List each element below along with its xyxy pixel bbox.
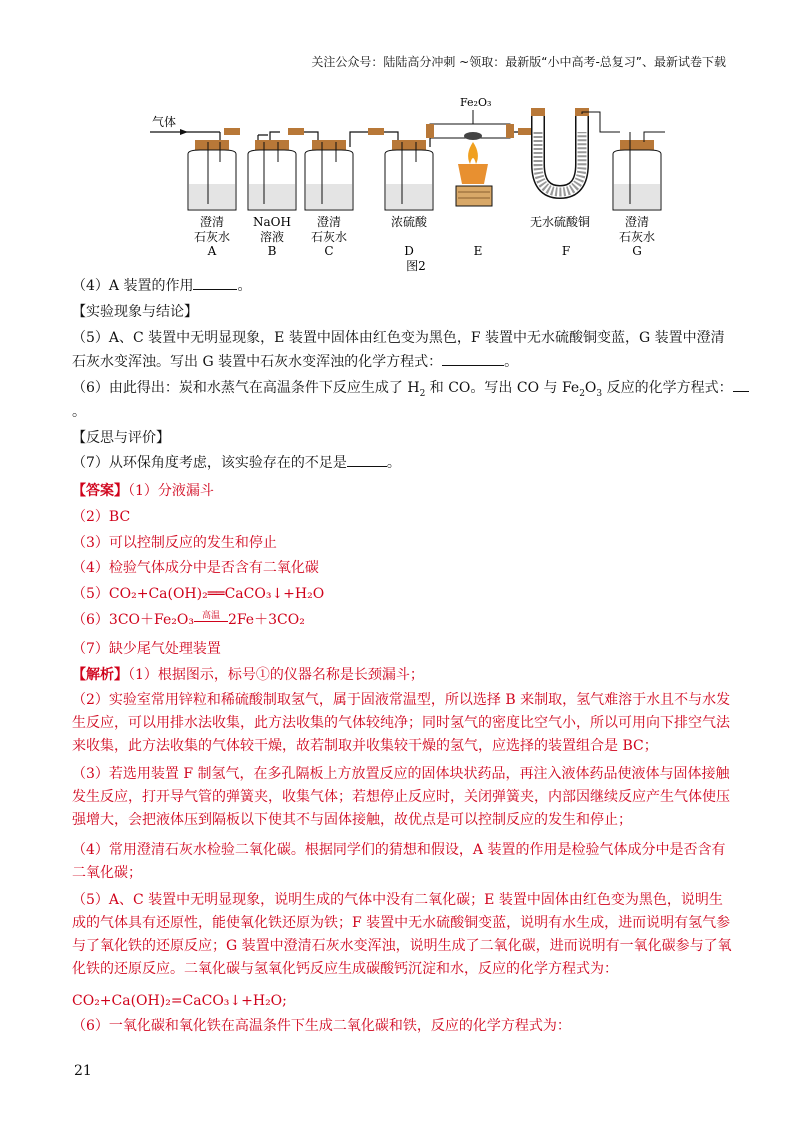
label-b2: 溶液 [259, 230, 285, 244]
letter-a: A [207, 244, 217, 258]
question-6-line1: （6）由此得出：炭和水蒸气在高温条件下反应生成了 $H_2$ 和 CO。写出 CO 与 $Fe_2O_3$ 反应的化学方程式： [72, 378, 749, 404]
label-c2: 石灰水 [310, 230, 348, 244]
bottle-c [305, 140, 353, 210]
u-tube-f [531, 108, 620, 192]
label-g1: 澄清 [624, 215, 650, 229]
page-number: 21 [74, 1063, 92, 1079]
tube-e [426, 96, 514, 206]
gas-label: 气体 [152, 115, 177, 129]
label-a2: 石灰水 [193, 230, 231, 244]
figure-caption: 图2 [406, 259, 426, 272]
letter-g: G [632, 244, 642, 258]
answer-2: （2）BC [72, 509, 131, 525]
page-header: 关注公众号：陆陆高分冲刺 ~领取：最新版“小中高考-总复习”、最新试卷下载 [311, 55, 726, 69]
analysis-6: （6）一氧化碳和氧化铁在高温条件下生成二氧化碳和铁，反应的化学方程式为： [72, 1018, 571, 1034]
letter-d: D [404, 244, 414, 258]
section-reflect: 【反思与评价】 [72, 430, 170, 446]
letter-e: E [473, 244, 483, 258]
fe2o3-label: Fe₂O₃ [460, 96, 492, 109]
analysis-5-equation: CO₂+Ca(OH)₂=CaCO₃↓+H₂O; [72, 993, 287, 1009]
label-b1: NaOH [253, 215, 291, 229]
analysis-1: 【解析】（1）根据图示，标号①的仪器名称是长颈漏斗； [72, 667, 424, 683]
label-c1: 澄清 [316, 215, 342, 229]
bottle-g [613, 132, 665, 210]
letter-f: F [561, 244, 571, 258]
section-phenomena: 【实验现象与结论】 [72, 304, 198, 320]
analysis-5: （5）A、C 装置中无明显现象，说明生成的气体中没有二氧化碳；E 装置中固体由红色变为黑色，说明生成的气体具有还原性，能使氧化铁还原为铁；F 装置中无水硫酸铜变蓝，说明有水生成，进而说明有氢气参与了氧化铁的还原反应；G 装置中澄清石灰水变浑浊，说明生成了二氧化碳，进而说明有一氧化碳参与了氧化铁的还原反应。二氧化碳与氢氧化钙反应生成碳酸钙沉淀和水，反应的化学方程式为： [72, 892, 732, 977]
bottle-b [248, 140, 296, 210]
analysis-4: （4）常用澄清石灰水检验二氧化碳。根据同学们的猜想和假设，A 装置的作用是检验气体成分中是否含有二氧化碳； [72, 842, 726, 881]
answer-6: （6）3CO＋Fe₂O₃ 高温 2Fe＋3CO₂ [72, 611, 305, 628]
answer-7: （7）缺少尾气处理装置 [72, 641, 221, 657]
question-7: （7）从环保角度考虑，该实验存在的不足是 。 [72, 455, 401, 471]
label-d1: 浓硫酸 [390, 215, 428, 229]
label-g2: 石灰水 [618, 230, 656, 244]
analysis-3: （3）若选用装置 F 制氢气，在多孔隔板上方放置反应的固体块状药品，再注入液体药品使液体与固体接触发生反应，打开导气管的弹簧夹，收集气体；若想停止反应时，关闭弹簧夹，内部因继续反应产生气体使压强增大，会把液体压到隔板以下使其不与固体接触，故优点是可以控制反应的发生和停止； [72, 766, 730, 828]
answer-5: （5）CO₂+Ca(OH)₂══CaCO₃↓+H₂O [72, 586, 325, 602]
letter-c: C [324, 244, 334, 258]
answer-3: （3）可以控制反应的发生和停止 [72, 535, 277, 551]
answer-4: （4）检验气体成分中是否含有二氧化碳 [72, 560, 319, 576]
question-4: （4）A 装置的作用 。 [72, 278, 252, 294]
bottle-d [385, 140, 433, 210]
question-5-line2: 石灰水变浑浊。写出 G 装置中石灰水变浑浊的化学方程式： 。 [72, 354, 519, 370]
letter-b: B [267, 244, 277, 258]
question-6-line2: 。 [72, 404, 86, 420]
label-f1: 无水硫酸铜 [529, 215, 591, 229]
analysis-2: （2）实验室常用锌粒和稀硫酸制取氢气，属于固液常温型，所以选择 B 来制取，氢气难溶于水且不与水发生反应，可以用排水法收集，此方法收集的气体较纯净；同时氢气的密度比空气小，所以可用向下排空气法来收集，此方法收集的气体较干燥，故若制取并收集较干燥的氢气，应选择的装置组合是 BC； [72, 692, 731, 754]
label-a1: 澄清 [199, 215, 225, 229]
apparatus-figure [140, 92, 680, 272]
answer-1: 【答案】（1）分液漏斗 [72, 483, 214, 499]
question-5-line1: （5）A、C 装置中无明显现象，E 装置中固体由红色变为黑色，F 装置中无水硫酸铜变蓝，G 装置中澄清 [72, 330, 725, 346]
bottle-a [188, 140, 236, 210]
